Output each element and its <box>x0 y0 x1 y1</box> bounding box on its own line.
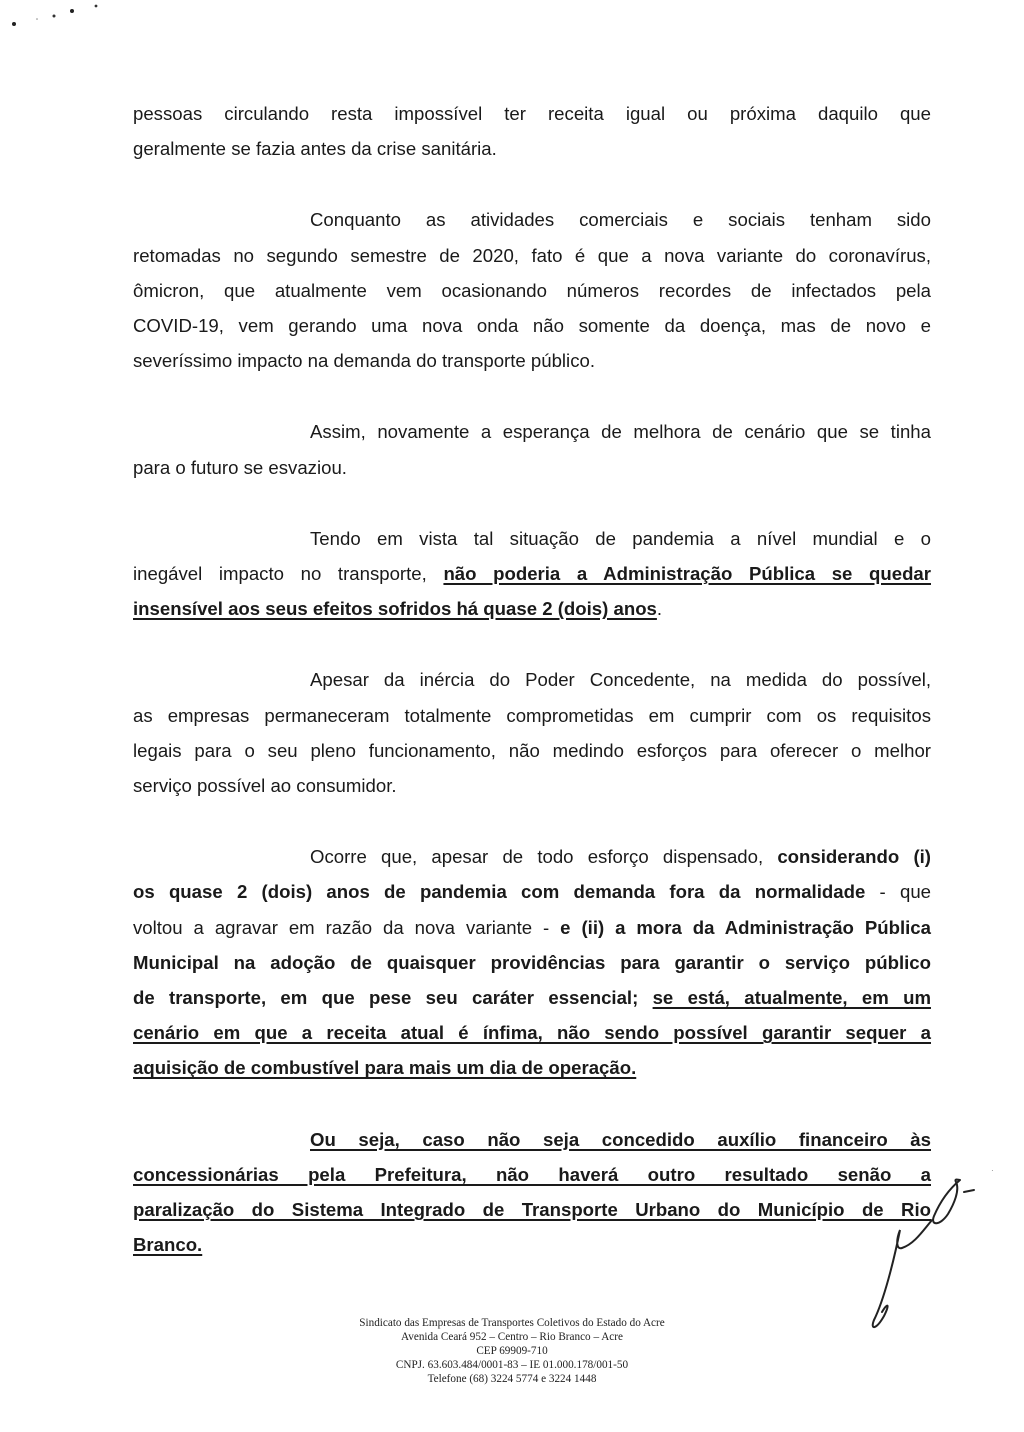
text-line: Apesar da inércia do Poder Concedente, na medida do possível, <box>310 669 931 691</box>
text-line <box>133 839 931 874</box>
text-line <box>133 980 931 1015</box>
bold-text: considerando (i) <box>777 846 931 868</box>
text-segment: - que <box>865 881 931 903</box>
paragraph-5 <box>133 662 931 803</box>
text-line: cenário em que a receita atual é ínfima, não sendo possível garantir sequer a <box>133 1022 931 1044</box>
text-line: as empresas permaneceram totalmente comprometidas em cumprir com os requisitos <box>133 704 931 726</box>
text-segment: Ocorre que, apesar de todo esforço dispensado, <box>310 846 778 868</box>
organization-name: Sindicato das Empresas de Transportes Coletivos do Estado do Acre <box>359 1317 665 1329</box>
text-line: para o futuro se esvaziou. <box>133 456 347 478</box>
letterhead-footer <box>0 1316 1024 1386</box>
organization-address: Avenida Ceará 952 – Centro – Rio Branco – Acre <box>401 1331 623 1343</box>
text-line: concessionárias pela Prefeitura, não haverá outro resultado senão a <box>133 1163 931 1185</box>
text-line <box>133 910 931 945</box>
text-segment: inegável impacto no transporte, <box>133 563 444 585</box>
text-line: paralização do Sistema Integrado de Transporte Urbano do Município de Rio <box>133 1199 931 1221</box>
paragraph-7 <box>133 1122 931 1263</box>
text-segment: . <box>656 598 663 620</box>
registration-numbers: CNPJ. 63.603.484/0001-83 – IE 01.000.178/001-50 <box>395 1359 629 1371</box>
text-line: ômicron, que atualmente vem ocasionando números recordes de infectados pela <box>133 279 931 301</box>
text-line: Branco. <box>133 1234 203 1256</box>
text-line: COVID-19, vem gerando uma nova onda não somente da doença, mas de novo e <box>133 315 931 337</box>
paragraph-3 <box>133 414 931 484</box>
text-line: geralmente se fazia antes da crise sanitária. <box>133 138 497 160</box>
bold-text: os quase 2 (dois) anos de pandemia com demanda fora da normalidade <box>133 881 866 903</box>
document-body <box>133 96 931 1262</box>
text-line <box>133 874 931 909</box>
paragraph-6 <box>133 839 931 1085</box>
paragraph-1 <box>133 96 931 166</box>
postal-code: CEP 69909-710 <box>476 1345 548 1357</box>
text-line: severíssimo impacto na demanda do transporte público. <box>133 350 595 372</box>
bold-text: de transporte, em que pese seu caráter essencial; <box>133 987 639 1009</box>
phone-numbers: Telefone (68) 3224 5774 e 3224 1448 <box>427 1373 597 1385</box>
text-line: Ou seja, caso não seja concedido auxílio financeiro às <box>310 1128 931 1150</box>
bold-text: e (ii) a mora da Administração Pública <box>560 916 931 938</box>
emphasized-text: não poderia a Administração Pública se quedar <box>443 563 931 585</box>
text-line: Municipal na adoção de quaisquer providências para garantir o serviço público <box>133 951 931 973</box>
text-line: Tendo em vista tal situação de pandemia a nível mundial e o <box>310 527 931 549</box>
text-line <box>133 591 931 626</box>
emphasized-text: se está, atualmente, em um <box>652 987 931 1009</box>
text-line: pessoas circulando resta impossível ter receita igual ou próxima daquilo que <box>133 103 931 124</box>
text-segment: voltou a agravar em razão da nova variante - <box>133 916 561 938</box>
text-line: aquisição de combustível para mais um dia de operação. <box>133 1057 637 1079</box>
emphasized-text: insensível aos seus efeitos sofridos há quase 2 (dois) anos <box>133 598 657 620</box>
text-line <box>133 556 931 591</box>
scan-specks <box>0 0 140 40</box>
text-line: serviço possível ao consumidor. <box>133 775 397 797</box>
paragraph-2 <box>133 202 931 378</box>
text-line: legais para o seu pleno funcionamento, não medindo esforços para oferecer o melhor <box>133 739 931 761</box>
text-line: Conquanto as atividades comerciais e sociais tenham sido <box>310 209 931 231</box>
text-line: Assim, novamente a esperança de melhora de cenário que se tinha <box>310 421 931 443</box>
text-line: retomadas no segundo semestre de 2020, fato é que a nova variante do coronavírus, <box>133 244 931 266</box>
paragraph-4 <box>133 521 931 627</box>
